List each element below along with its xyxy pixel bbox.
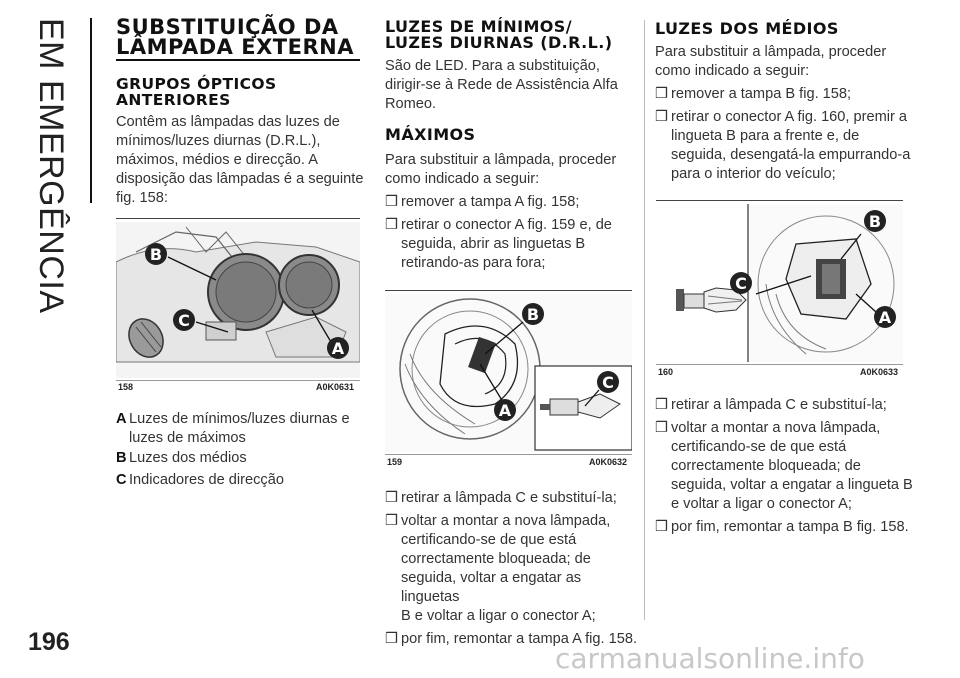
main-title [116, 17, 354, 57]
checkbox-icon: ❒ [385, 194, 399, 210]
title-underline [116, 59, 360, 61]
figure-160-bulb-illustration [656, 204, 903, 362]
checkbox-icon: ❒ [655, 109, 669, 125]
col2-heading-maximos: MÁXIMOS [385, 125, 476, 144]
step-text: voltar a montar a nova lâmpada, [401, 513, 611, 529]
para-line: disposição das lâmpadas é a seguinte [116, 171, 364, 187]
callout-label: A [878, 308, 892, 327]
callout-label: C [735, 274, 747, 293]
col2-paragraph2 [385, 151, 640, 189]
step-item [655, 396, 917, 415]
figure-159-number: 159 [387, 457, 403, 467]
callout-C [730, 272, 752, 294]
figure-158-headlamp-illustration [116, 222, 360, 378]
checkbox-icon: ❒ [655, 86, 669, 102]
callout-B [145, 243, 167, 265]
col3-steps-a [655, 85, 917, 184]
para-line: Para substituir a lâmpada, proceder [385, 152, 617, 168]
step-text: seguida, voltar a engatar as linguetas [401, 570, 582, 605]
subtitle-line2: ANTERIORES [116, 91, 231, 109]
callout-A [494, 399, 516, 421]
callout-label: C [602, 373, 614, 392]
side-rule [90, 18, 92, 203]
col2-paragraph [385, 57, 640, 114]
checkbox-icon: ❒ [655, 519, 669, 535]
main-title-line1: SUBSTITUIÇÃO DA [116, 15, 339, 39]
callout-B [864, 210, 886, 232]
step-item [655, 85, 917, 104]
figure-160-rule [656, 200, 903, 201]
para-line: mínimos/luzes diurnas (D.R.L.), [116, 133, 321, 149]
step-text: certificando-se de que está [671, 439, 847, 455]
checkbox-icon: ❒ [655, 397, 669, 413]
callout-A [327, 337, 349, 359]
callout-label: A [498, 401, 512, 420]
step-text: seguida, desengatá-la empurrando-a [671, 147, 911, 163]
para-line: dirigir-se à Rede de Assistência Alfa [385, 77, 618, 93]
checkbox-icon: ❒ [655, 420, 669, 436]
page-number: 196 [28, 628, 70, 656]
legend-item-C [116, 471, 284, 490]
step-text: voltar a montar a nova lâmpada, [671, 420, 881, 436]
para-line: Para substituir a lâmpada, proceder [655, 44, 887, 60]
para-line: máximos, médios e direcção. A [116, 152, 318, 168]
callout-B [522, 303, 544, 325]
legend-text: Indicadores de direcção [129, 472, 284, 488]
step-text: remover a tampa B fig. 158; [671, 86, 852, 102]
col3-steps-b [655, 396, 917, 537]
step-text: por fim, remontar a tampa B fig. 158. [671, 519, 909, 535]
step-item [385, 216, 640, 273]
legend-key: A [116, 411, 127, 427]
callout-label: B [149, 245, 163, 264]
para-line: fig. 158: [116, 190, 168, 206]
figure-160-code: A0K0633 [860, 367, 899, 377]
step-item [655, 108, 917, 184]
step-item [385, 489, 640, 508]
step-item [655, 419, 917, 514]
callout-C [173, 309, 195, 331]
step-text: seguida, voltar a engatar a lingueta B [671, 477, 913, 493]
watermark: carmanualsonline.info [555, 642, 865, 675]
step-item [385, 193, 640, 212]
main-title-line2: LÂMPADA EXTERNA [116, 35, 354, 59]
step-text: seguida, abrir as linguetas B [401, 236, 586, 252]
section-side-title [22, 18, 70, 314]
figure-158-rule [116, 218, 360, 219]
col3-paragraph [655, 43, 915, 81]
step-item [655, 518, 917, 537]
figure-160-number: 160 [658, 367, 674, 377]
step-text: lingueta B para a frente e, de [671, 128, 860, 144]
legend-item-A [116, 410, 350, 448]
step-text: e voltar a ligar o conector A; [671, 496, 852, 512]
callout-label: C [178, 311, 190, 330]
legend-item-B [116, 449, 247, 468]
step-text: retirar o conector A fig. 159 e, de [401, 217, 612, 233]
figure-158-number: 158 [118, 382, 134, 392]
legend-text: luzes de máximos [129, 430, 246, 446]
col2-steps-b [385, 489, 640, 649]
figure-159-rule [385, 290, 632, 291]
callout-A [874, 306, 896, 328]
side-title-text: EM EMERGÊNCIA [32, 18, 70, 314]
col2-steps-a [385, 193, 640, 273]
step-text: B e voltar a ligar o conector A; [401, 608, 596, 624]
para-line: como indicado a seguir: [655, 63, 810, 79]
column-divider [644, 20, 645, 620]
step-text: correctamente bloqueada; de [671, 458, 861, 474]
col2-title-line2: LUZES DIURNAS (D.R.L.) [385, 33, 613, 52]
callout-label: B [526, 305, 540, 324]
step-text: retirar a lâmpada C e substituí-la; [671, 397, 887, 413]
legend-key: B [116, 450, 127, 466]
callout-label: A [331, 339, 345, 358]
col3-title: LUZES DOS MÉDIOS [655, 19, 839, 38]
checkbox-icon: ❒ [385, 217, 399, 233]
step-text: retirando-as para fora; [401, 255, 546, 271]
figure-159-bottom-rule [385, 454, 632, 455]
para-line: Contêm as lâmpadas das luzes de [116, 114, 340, 130]
col2-title-line1: LUZES DE MÍNIMOS/ [385, 17, 572, 36]
step-text: por fim, remontar a tampa A fig. 158. [401, 631, 638, 647]
para-line: Romeo. [385, 96, 437, 112]
legend-text: Luzes de mínimos/luzes diurnas e [129, 411, 350, 427]
para-line: São de LED. Para a substituição, [385, 58, 600, 74]
step-text: retirar a lâmpada C e substituí-la; [401, 490, 617, 506]
checkbox-icon: ❒ [385, 631, 399, 647]
callout-C [597, 371, 619, 393]
col2-title [385, 19, 612, 51]
legend-key: C [116, 472, 127, 488]
figure-159-code: A0K0632 [589, 457, 628, 467]
intro-paragraph [116, 113, 366, 208]
subtitle-line1: GRUPOS ÓPTICOS [116, 75, 277, 93]
step-text: remover a tampa A fig. 158; [401, 194, 580, 210]
step-text: correctamente bloqueada; de [401, 551, 591, 567]
checkbox-icon: ❒ [385, 513, 399, 529]
subtitle [116, 76, 277, 108]
figure-158-bottom-rule [116, 380, 360, 381]
figure-159-bulb-illustration [385, 294, 632, 452]
para-line: como indicado a seguir: [385, 171, 540, 187]
figure-160-bottom-rule [656, 364, 903, 365]
step-text: retirar o conector A fig. 160, premir a [671, 109, 908, 125]
step-item [385, 512, 640, 626]
checkbox-icon: ❒ [385, 490, 399, 506]
step-text: certificando-se de que está [401, 532, 577, 548]
legend-text: Luzes dos médios [129, 450, 247, 466]
callout-label: B [868, 212, 882, 231]
step-text: para o interior do veículo; [671, 166, 836, 182]
figure-158-code: A0K0631 [316, 382, 355, 392]
